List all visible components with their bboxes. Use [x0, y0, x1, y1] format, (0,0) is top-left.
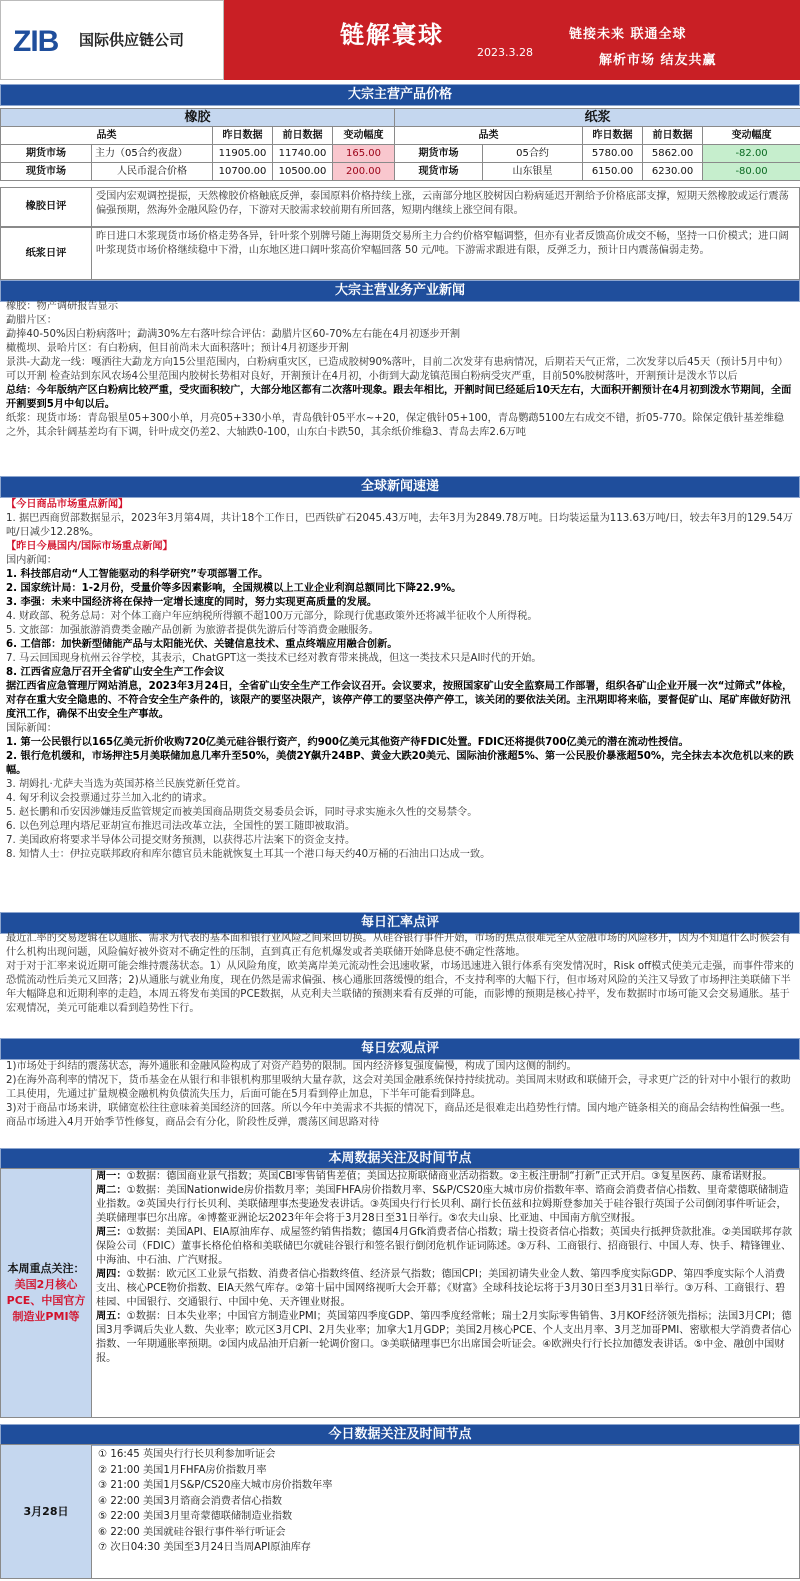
domestic-news-item: 6. 工信部：加快新型储能产品与太阳能光伏、关键信息技术、重点终端应用融合创新。: [6, 639, 398, 650]
today-event: ① 16:45 英国央行行长贝利参加听证会: [98, 1449, 276, 1460]
pulp-item: 05合约: [483, 145, 583, 163]
week-day-events: ①数据：美国Nationwide房价指数月率；美国FHFA房价指数月率、S&P/CS20座大城市房价指数年率、谘商会消费者信心指数、里奇蒙德联储制造业指数。②英国央行行长贝利、美联储理事杰斐逊发表讲话。③英国央行行长贝利、副行长伍兹和拉姆斯登参加关于硅谷银行英国子公司倒闭事件听证会，美联储理事巴尔出席。④博鳌亚洲论坛2023年年会将于3月28日至31日举行。⑤农夫山泉、比亚迪、中国南方航空财报。: [96, 1185, 789, 1224]
slogan-line-1: 链接未来 联通全球: [569, 27, 687, 42]
pulp-yesterday: 5780.00: [583, 145, 643, 163]
domestic-news-item: 2. 国家统计局：1-2月份，受量价等多因素影响，全国规模以上工业企业利润总额同比下降22.9%。: [6, 583, 462, 594]
rubber-previous: 11740.00: [273, 145, 333, 163]
pulp-previous: 6230.00: [643, 163, 703, 181]
pulp-market: 期货市场: [395, 145, 483, 163]
fx-commentary: [0, 932, 800, 1034]
pulp-market: 现货市场: [395, 163, 483, 181]
today-event: ④ 22:00 美国3月谘商会消费者信心指数: [98, 1495, 282, 1507]
week-schedule: [0, 1168, 800, 1418]
intl-news-item: 5. 赵长鹏和币安因涉嫌违反监管规定而被美国商品期货交易委员会诉，同时寻求实施永久性的交易禁令。: [6, 807, 478, 818]
today-event: ⑦ 次日04:30 美国至3月24日当周API原油库存: [98, 1542, 311, 1553]
table-row: [1, 145, 800, 163]
rubber-yesterday: 10700.00: [213, 163, 273, 181]
rubber-section-title: 橡胶: [1, 109, 395, 127]
week-focus-label: [1, 1169, 92, 1417]
section-banner-global: 全球新闻速递: [0, 476, 800, 498]
section-banner-today: 今日数据关注及时间节点: [0, 1424, 800, 1446]
intl-news-item: 8. 知情人士：伊拉克联邦政府和库尔德官员未能就恢复土耳其一个港口每天约40万桶的石油出口达成一致。: [6, 849, 491, 860]
today-event: ⑤ 22:00 美国3月里奇蒙德联储制造业指数: [98, 1511, 293, 1522]
logo-mark: ZIB: [13, 25, 59, 58]
today-event: ③ 21:00 美国1月S&P/CS20座大城市房价指数年率: [98, 1480, 333, 1491]
rubber-header-previous: 前日数据: [273, 127, 333, 145]
section-banner-macro: 每日宏观点评: [0, 1038, 800, 1060]
industry-pulp: 纸浆：现货市场：青岛银星05+300小单，月亮05+330小单，青岛俄针05平水~+20，保定俄针05+100，青岛鹦鹉5100左右成交不错，折05-770。除保定俄针基差维稳之外，其余针阔基差均有下调，针叶成交仍差2、大轴跌0-100，山东白卡跌50，其余纸价维稳3、青岛去库2.6万吨: [6, 413, 784, 438]
fx-paragraph: 最近汇率的交易逻辑在以通胀、需求为代表的基本面和银行业风险之间来回切换。从硅谷银行事件开始，市场的焦点很难完全从金融市场的风险移开，因为不知道什么时候会有什么机构出现问题，风险偏好被外资对不确定性的压制，直到真正有危机爆发或者美联储开始降息使不确定性落地。: [6, 933, 791, 958]
today-schedule: [0, 1444, 800, 1579]
domestic-news-item: 8. 江西省应急厅召开全省矿山安全生产工作会议: [6, 667, 225, 678]
rubber-header-yesterday: 昨日数据: [213, 127, 273, 145]
issue-date: 2023.3.28: [477, 46, 533, 59]
domestic-news-list: [6, 568, 794, 722]
domestic-news-item: 3. 李强：未来中国经济将在保持一定增长速度的同时，努力实现更高质量的发展。: [6, 597, 378, 608]
intl-news-item: 4. 匈牙利议会投票通过芬兰加入北约的请求。: [6, 793, 213, 804]
company-logo: [0, 0, 224, 80]
week-day-events: ①数据：德国商业景气指数；英国CBI零售销售差值；美国达拉斯联储商业活动指数。②主板注册制“打新”正式开启。③复星医药、康希诺财报。: [126, 1171, 773, 1182]
rubber-header-change: 变动幅度: [333, 127, 395, 145]
week-day-label: 周三：: [96, 1227, 127, 1238]
pulp-item: 山东银星: [483, 163, 583, 181]
macro-commentary: [0, 1060, 800, 1144]
section-banner-prices: 大宗主营产品价格: [0, 84, 800, 106]
macro-paragraph: 3)对于商品市场来讲，联储宽松往往意味着美国经济的回落。所以今年中美需求不共振的情况下，商品还是很难走出趋势性行情。国内地产链条相关的商品会结构性偏强一些。商品市场进入4月开始季节性修复，商品会有分化，阶段性反弹，震荡区间思路对待: [6, 1103, 791, 1128]
pulp-change: -82.00: [703, 145, 800, 163]
newsletter-title: 链解寰球: [340, 21, 444, 49]
header: [0, 0, 800, 80]
pulp-previous: 5862.00: [643, 145, 703, 163]
week-day-list: [92, 1169, 799, 1417]
week-day-item: [96, 1170, 795, 1184]
industry-news: [0, 300, 800, 466]
today-event-list: [92, 1445, 799, 1578]
header-banner: [224, 0, 800, 80]
industry-summary: 总结：今年版纳产区白粉病比较严重，受灾面积较广，大部分地区都有二次落叶现象。跟去年相比，开割时间已经延后10天左右，大面积开割预计在4月初到泼水节期间，全面开割要到5月中旬以后。: [6, 385, 792, 410]
rubber-previous: 10500.00: [273, 163, 333, 181]
week-focus-title: 本周重点关注：: [7, 1262, 85, 1275]
pulp-header-previous: 前日数据: [643, 127, 703, 145]
rubber-market: 期货市场: [1, 145, 92, 163]
slogan-line-2: 解析市场 结友共赢: [599, 53, 717, 68]
rubber-comment-row: [0, 187, 800, 227]
price-table: [0, 108, 800, 181]
week-focus-highlight: 美国2月核心PCE、中国官方制造业PMI等: [6, 1278, 86, 1323]
intl-news-list: [6, 736, 794, 862]
section-banner-week: 本周数据关注及时间节点: [0, 1148, 800, 1170]
rubber-change: 165.00: [333, 145, 395, 163]
week-day-label: 周二：: [96, 1185, 127, 1196]
rubber-item: 主力（05合约夜盘）: [92, 145, 213, 163]
rubber-comment-label: 橡胶日评: [1, 188, 92, 226]
intl-news-item: 7. 美国政府将要求半导体公司提交财务预测，以获得芯片法案下的资金支持。: [6, 835, 356, 846]
pulp-comment-text: 昨日进口木浆现货市场价格走势各异，针叶浆个别牌号随上海期货交易所主力合约价格窄幅调整，但亦有业者反馈高价成交不畅，坚持一口价模式；进口阔叶浆现货市场价格继续稳中下滑，山东地区进口阔叶浆高价窄幅回落 50 元/吨。下游需求跟进有限，反弹乏力，预计日内震荡偏弱走势。: [96, 231, 789, 256]
section-banner-industry: 大宗主营业务产业新闻: [0, 280, 800, 302]
table-row: [1, 163, 800, 181]
industry-line: 橡胶：物产调研报告显示: [6, 301, 119, 312]
week-day-item: [96, 1268, 795, 1310]
macro-paragraph: 2)在海外高利率的情况下，货币基金在从银行和非银机构那里吸纳大量存款，这会对美国金融系统保持持续扰动。美国周末财政和联储开会，寻求更广泛的针对中小银行的救助工具使用，先通过扩量规模金融机构负债流失压力，后面可能在5月看到停止加息，下半年可能看到降息。: [6, 1075, 791, 1100]
domestic-news-item: 据江西省应急管理厅网站消息，2023年3月24日，全省矿山安全生产工作会议召开。会议要求，按照国家矿山安全监察局工作部署，组织各矿山企业开展一次“过筛式”体检，对存在重大安全隐患的、不符合安全生产条件的，该限产的要坚决限产，该停产停工的要坚决停产停工，该关闭的要依法关闭。主汛期即将来临，要督促矿山、尾矿库做好防汛度汛工作，确保不出安全生产事故。: [6, 681, 793, 720]
rubber-change: 200.00: [333, 163, 395, 181]
domestic-news-item: 1. 科技部启动“人工智能驱动的科学研究”专项部署工作。: [6, 569, 269, 580]
pulp-yesterday: 6150.00: [583, 163, 643, 181]
week-day-events: ①数据：美国API、EIA原油库存、成屋签约销售指数；德国4月Gfk消费者信心指数；瑞士投资者信心指数；英国央行抵押贷款批准。②美国联邦存款保险公司（FDIC）董事长格伦伯格和美联储巴尔就硅谷银行和签名银行倒闭危机作证词陈述。③万科、工商银行、招商银行、中国人寿、快手、精锋锂业、中海油、中石油、广汽财报。: [96, 1227, 793, 1266]
week-day-label: 周五：: [96, 1311, 127, 1322]
week-day-item: [96, 1310, 795, 1366]
fx-paragraph: 对于对于汇率来说近期可能会维持震荡状态。1）从风险角度，欧美离岸美元流动性会迅速收紧，市场迅速进入银行体系有突发情况时，Risk off模式使美元走强，而事件带来的恐慌流动性后美元又回落；2)从通胀与就业角度，现在仍然是需求偏强、核心通胀回落缓慢的组合，不支持利率的大幅下行，但市场对风险的关注又导致了市场押注美联储下半年大幅降息和近期利率的走趋，本周五将发布美国的PCE数据，从克利夫兰联储的预测来看有反弹的可能，而影博的预期是核心持平，发布数据时市场可能又会交易通胀。基于宏观情况，美元可能难以看到趋势性下行。: [6, 961, 794, 1014]
pulp-comment-label: 纸浆日评: [1, 228, 92, 279]
industry-line: 橄榄坝、景哈片区：有白粉病，但目前尚未大面积落叶；预计4月初逐步开割: [6, 343, 349, 354]
pulp-section-title: 纸浆: [395, 109, 800, 127]
rubber-market: 现货市场: [1, 163, 92, 181]
pulp-header-item: 品类: [395, 127, 583, 145]
intl-news-item: 1. 第一公民银行以165亿美元折价收购720亿美元硅谷银行资产，约900亿美元其他资产待FDIC处置。FDIC还将提供700亿美元的潜在流动性授信。: [6, 737, 689, 748]
pulp-header-yesterday: 昨日数据: [583, 127, 643, 145]
pulp-change: -80.00: [703, 163, 800, 181]
today-date-label: 3月28日: [1, 1445, 92, 1578]
week-day-label: 周一：: [96, 1171, 127, 1182]
rubber-header-item: 品类: [1, 127, 213, 145]
section-banner-fx: 每日汇率点评: [0, 912, 800, 934]
today-event: ⑥ 22:00 美国就硅谷银行事件举行听证会: [98, 1526, 286, 1538]
domestic-label: 国内新闻：: [6, 555, 57, 566]
industry-line: 景洪-大勐龙一线：嘎洒往大勐龙方向15公里范围内，白粉病重灾区，已造成胶树90%落叶，目前二次发芽有患病情况，后期若天气正常，二次发芽以后45天（预计5月中旬）可以开割 检查站到东风农场4公里范围内胶树长势相对良好，开割预计在4月初，小街到大勐龙镇范围白粉病受灾严重，目前50%胶树落叶，开割预计是泼水节以后: [6, 357, 789, 382]
industry-line: 勐捧40-50%因白粉病落叶；勐满30%左右落叶综合评估：勐腊片区60-70%左右能在4月初逐步开割: [6, 329, 461, 340]
domestic-news-item: 7. 马云回国现身杭州云谷学校，其表示，ChatGPT这一类技术已经对教育带来挑战，但这一类技术只是AI时代的开始。: [6, 653, 542, 664]
intl-news-item: 2. 银行危机缓和，市场押注5月美联储加息几率升至50%，美债2Y飙升24BP、黄金大跌20美元、国际油价涨超5%、第一公民股价暴涨超50%，完全抹去本次危机以来的跌幅。: [6, 751, 794, 776]
week-day-label: 周四：: [96, 1269, 127, 1280]
rubber-comment-text: 受国内宏观调控提振，天然橡胶价格触底反弹，泰国原料价格持续上涨，云南部分地区胶树因白粉病延迟开割给予价格底部支撑，短期天然橡胶或运行震荡偏强预期，然海外金融风险仍存，下游对天胶需求较前期有所回落，短期内继续上涨空间有限。: [96, 191, 789, 216]
domestic-news-item: 5. 文旅部：加强旅游消费类金融产品创新 为旅游者提供先游后付等消费金融服务。: [6, 625, 379, 636]
week-day-item: [96, 1226, 795, 1268]
intl-label: 国际新闻：: [6, 723, 57, 734]
week-day-item: [96, 1184, 795, 1226]
intl-news-item: 3. 胡姆扎·尤萨夫当选为英国苏格兰民族党新任党首。: [6, 779, 247, 790]
intl-news-item: 6. 以色列总理内塔尼亚胡宣布推迟司法改革立法，全国性的罢工随即被取消。: [6, 821, 356, 832]
pulp-header-change: 变动幅度: [703, 127, 800, 145]
today-news-heading: 【今日商品市场重点新闻】: [6, 499, 129, 510]
global-news: [0, 498, 800, 908]
rubber-item: 人民币混合价格: [92, 163, 213, 181]
week-day-events: ①数据：欧元区工业景气指数、消费者信心指数终值、经济景气指数；德国CPI；美国初请失业金人数、第四季度实际GDP、第四季度实际个人消费支出、核心PCE物价指数、EIA天然气库存。②第十届中国网络视听大会开幕；《财富》全球科技论坛将于3月30日至3月31日举行。③万科、工商银行、碧桂园、中国银行、交通银行、中国中免、天齐锂业财报。: [96, 1269, 786, 1308]
rubber-yesterday: 11905.00: [213, 145, 273, 163]
macro-paragraph: 1)市场处于纠结的震荡状态，海外通胀和金融风险构成了对资产趋势的限制。国内经济修复强度偏慢，构成了国内这侧的制约。: [6, 1061, 577, 1072]
company-name: 国际供应链公司: [79, 31, 185, 49]
week-day-events: ①数据：日本失业率；中国官方制造业PMI；英国第四季度GDP、第四季度经常帐；瑞士2月实际零售销售、3月KOF经济领先指标；法国3月CPI；德国3月季调后失业人数、失业率；欧元区3月CPI、2月失业率；加拿大1月GDP；美国2月核心PCE、个人支出月率、3月芝加哥PMI、密歇根大学消费者信心指数、一年期通胀率预期。②国内成品油开启新一轮调价窗口。③美联储理事巴尔出席国会听证会。④欧洲央行行长拉加德发表讲话。⑤中金、融创中国财报。: [96, 1311, 792, 1364]
yesterday-news-heading: 【昨日今晨国内/国际市场重点新闻】: [6, 541, 173, 552]
domestic-news-item: 4. 财政部、税务总局：对个体工商户年应纳税所得额不超100万元部分，除现行优惠政策外还将减半征收个人所得税。: [6, 611, 538, 622]
today-news-text: 1. 据巴西商贸部数据显示，2023年3月第4周，共计18个工作日，巴西铁矿石2045.43万吨，去年3月为2849.78万吨。日均装运量为113.63万吨/日，较去年3月的129.54万吨/日减少12.28%。: [6, 513, 793, 538]
industry-line: 勐腊片区：: [6, 315, 57, 326]
pulp-comment-row: [0, 227, 800, 280]
today-event: ② 21:00 美国1月FHFA房价指数月率: [98, 1464, 267, 1476]
